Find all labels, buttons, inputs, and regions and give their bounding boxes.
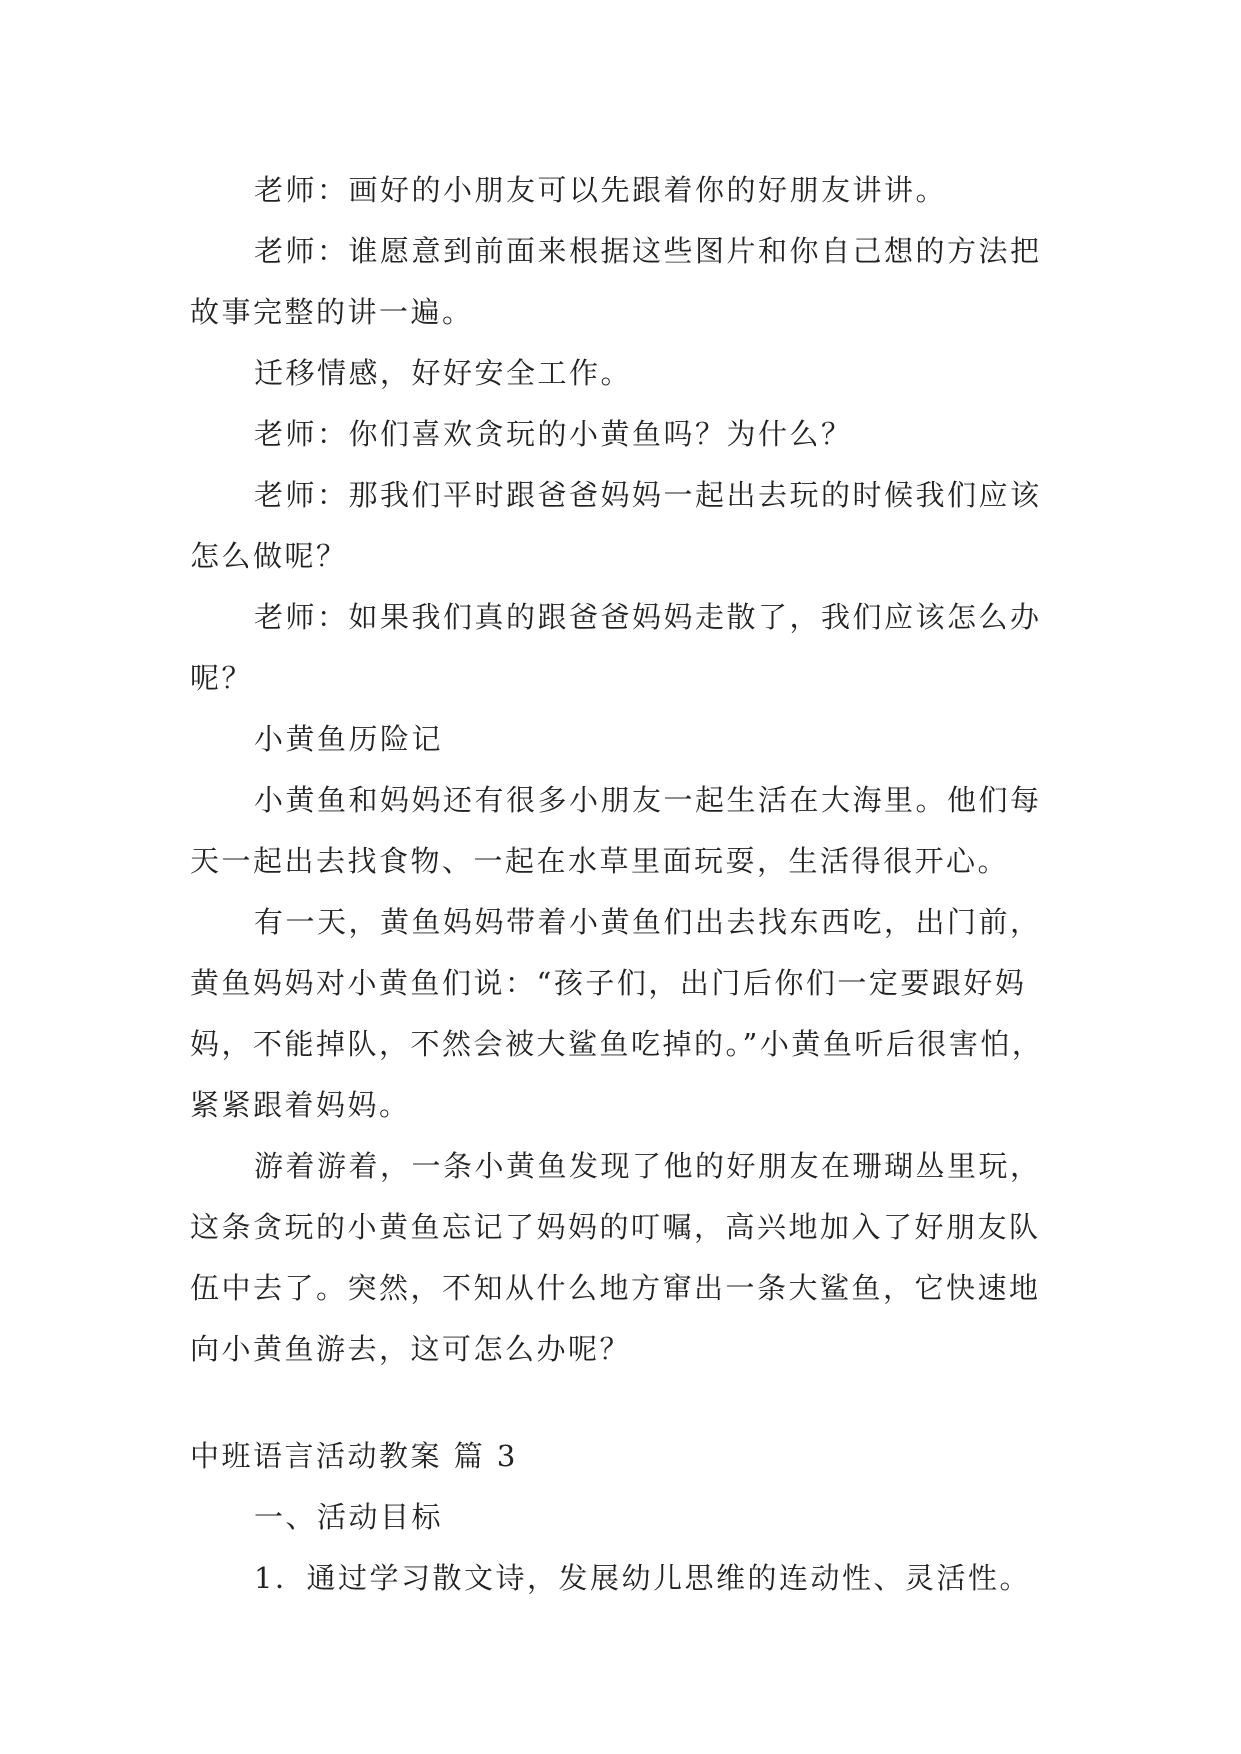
paragraph: 小黄鱼和妈妈还有很多小朋友一起生活在大海里。他们每天一起出去找食物、一起在水草里面玩耍，生活得很开心。 bbox=[190, 783, 1042, 878]
paragraph: 老师：谁愿意到前面来根据这些图片和你自己想的方法把故事完整的讲一遍。 bbox=[190, 234, 1042, 329]
section-title: 中班语言活动教案 篇 3 bbox=[190, 1439, 518, 1473]
list-item: 1．通过学习散文诗，发展幼儿思维的连动性、灵活性。 bbox=[254, 1561, 1031, 1595]
paragraph: 老师：你们喜欢贪玩的小黄鱼吗？为什么？ bbox=[254, 417, 853, 451]
document-body bbox=[190, 160, 1070, 1609]
paragraph: 游着游着，一条小黄鱼发现了他的好朋友在珊瑚丛里玩，这条贪玩的小黄鱼忘记了妈妈的叮嘱，高兴地加入了好朋友队伍中去了。突然，不知从什么地方窜出一条大鲨鱼，它快速地向小黄鱼游去，这可怎么办呢？ bbox=[190, 1149, 1042, 1366]
paragraph: 迁移情感，好好安全工作。 bbox=[254, 356, 633, 390]
section-heading: 一、活动目标 bbox=[254, 1500, 444, 1534]
paragraph: 老师：那我们平时跟爸爸妈妈一起出去玩的时候我们应该怎么做呢？ bbox=[190, 478, 1042, 573]
paragraph: 有一天，黄鱼妈妈带着小黄鱼们出去找东西吃，出门前，黄鱼妈妈对小黄鱼们说：“孩子们，出门后你们一定要跟好妈妈，不能掉队，不然会被大鲨鱼吃掉的。”小黄鱼听后很害怕，紧紧跟着妈妈。 bbox=[190, 905, 1044, 1122]
paragraph: 老师：如果我们真的跟爸爸妈妈走散了，我们应该怎么办呢？ bbox=[190, 600, 1042, 695]
story-title: 小黄鱼历险记 bbox=[254, 722, 444, 756]
paragraph: 老师：画好的小朋友可以先跟着你的好朋友讲讲。 bbox=[254, 173, 948, 207]
